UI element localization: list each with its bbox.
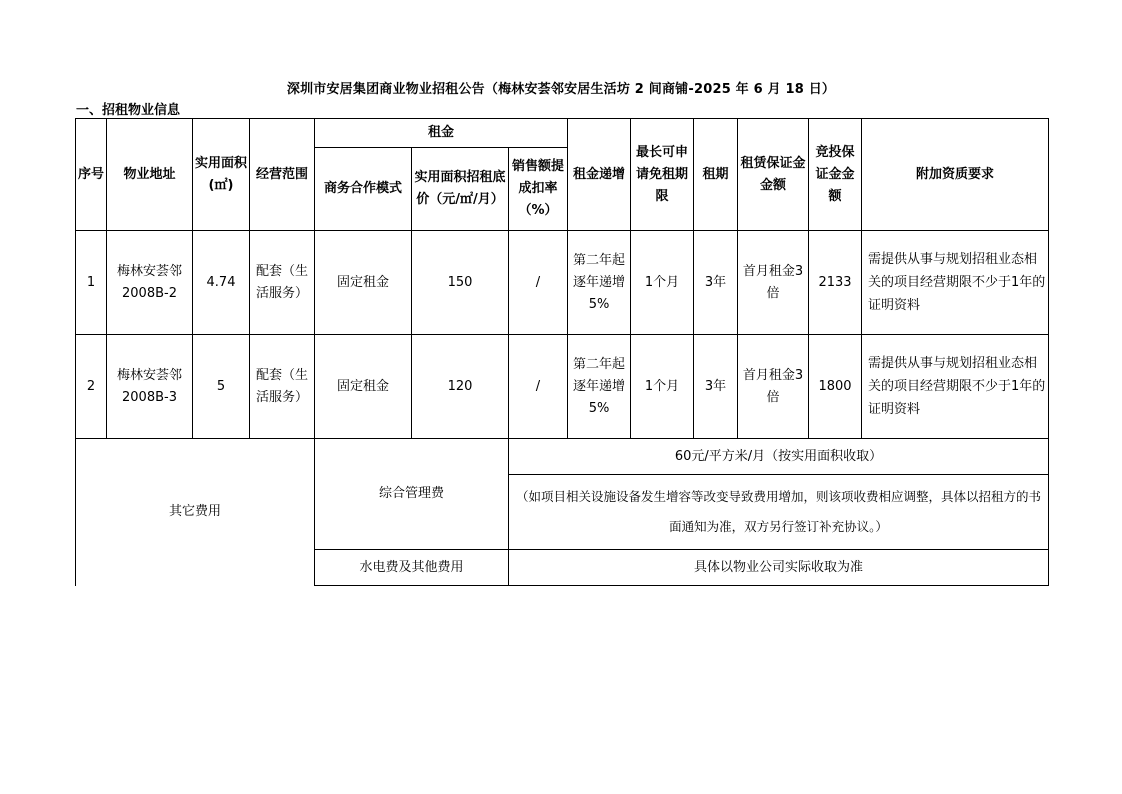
cell-term: 3年 <box>694 335 738 439</box>
cell-area: 4.74 <box>193 231 250 335</box>
cell-address: 梅林安荟邻2008B-3 <box>107 335 193 439</box>
cell-requirements: 需提供从事与规划招租业态相关的项目经营期限不少于1年的证明资料 <box>862 335 1049 439</box>
header-deposit: 租赁保证金金额 <box>738 119 809 231</box>
other-fees-row-1 <box>76 439 1049 475</box>
header-requirements: 附加资质要求 <box>862 119 1049 231</box>
header-term: 租期 <box>694 119 738 231</box>
header-address: 物业地址 <box>107 119 193 231</box>
cell-address: 梅林安荟邻2008B-2 <box>107 231 193 335</box>
other-fees-label: 其它费用 <box>76 439 315 586</box>
cell-coop-mode: 固定租金 <box>315 335 412 439</box>
management-fee-note: （如项目相关设施设备发生增容等改变导致费用增加，则该项收费相应调整，具体以招租方的书面通知为准，双方另行签订补充协议。） <box>509 475 1049 550</box>
page-title: 深圳市安居集团商业物业招租公告（梅林安荟邻安居生活坊 2 间商铺-2025 年 6 月 18 日） <box>286 82 836 97</box>
header-free-period: 最长可申请免租期限 <box>631 119 694 231</box>
header-increase: 租金递增 <box>568 119 631 231</box>
header-scope: 经营范围 <box>250 119 315 231</box>
header-row-1 <box>76 119 1049 148</box>
cell-increase: 第二年起逐年递增5% <box>568 335 631 439</box>
cell-commission: / <box>509 231 568 335</box>
utilities-value: 具体以物业公司实际收取为准 <box>509 550 1049 586</box>
cell-commission: / <box>509 335 568 439</box>
cell-bid-deposit: 2133 <box>809 231 862 335</box>
table-row <box>76 335 1049 439</box>
header-bid-deposit: 竞投保证金金额 <box>809 119 862 231</box>
cell-scope: 配套（生活服务） <box>250 335 315 439</box>
table-row <box>76 231 1049 335</box>
section-heading: 一、招租物业信息 <box>76 103 181 118</box>
cell-free-period: 1个月 <box>631 231 694 335</box>
cell-base-price: 150 <box>412 231 509 335</box>
cell-increase: 第二年起逐年递增5% <box>568 231 631 335</box>
cell-index: 2 <box>76 335 107 439</box>
cell-free-period: 1个月 <box>631 335 694 439</box>
utilities-label: 水电费及其他费用 <box>315 550 509 586</box>
cell-coop-mode: 固定租金 <box>315 231 412 335</box>
cell-area: 5 <box>193 335 250 439</box>
management-fee-rate: 60元/平方米/月（按实用面积收取） <box>509 439 1049 475</box>
rental-table <box>75 118 1049 586</box>
header-base-price: 实用面积招租底价（元/㎡/月） <box>412 148 509 231</box>
cell-base-price: 120 <box>412 335 509 439</box>
header-index: 序号 <box>76 119 107 231</box>
cell-deposit: 首月租金3倍 <box>738 231 809 335</box>
header-coop-mode: 商务合作模式 <box>315 148 412 231</box>
cell-scope: 配套（生活服务） <box>250 231 315 335</box>
cell-bid-deposit: 1800 <box>809 335 862 439</box>
header-commission: 销售额提成扣率（%） <box>509 148 568 231</box>
cell-requirements: 需提供从事与规划招租业态相关的项目经营期限不少于1年的证明资料 <box>862 231 1049 335</box>
management-fee-label: 综合管理费 <box>315 439 509 550</box>
header-rent-group: 租金 <box>315 119 568 148</box>
cell-term: 3年 <box>694 231 738 335</box>
cell-index: 1 <box>76 231 107 335</box>
cell-deposit: 首月租金3倍 <box>738 335 809 439</box>
header-area: 实用面积(㎡) <box>193 119 250 231</box>
